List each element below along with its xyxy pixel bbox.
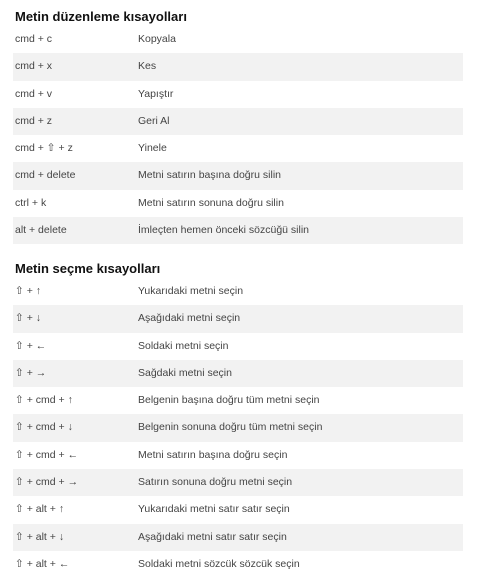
shortcut-description: Yapıştır: [138, 87, 174, 100]
shortcut-key: ⇧ + alt + ←: [15, 557, 70, 570]
shortcut-row: [13, 333, 463, 360]
shortcut-row: [13, 387, 463, 414]
shortcut-description: Yinele: [138, 142, 167, 155]
shortcut-description: Metni satırın sonuna doğru silin: [138, 196, 284, 209]
shortcut-row: [13, 360, 463, 387]
shortcut-key: cmd + delete: [15, 169, 76, 182]
shortcut-description: Satırın sonuna doğru metni seçin: [138, 476, 293, 489]
shortcut-key: ⇧ + ↓: [15, 312, 42, 325]
shortcut-description: Metni satırın başına doğru silin: [138, 169, 281, 182]
shortcut-row: [13, 496, 463, 523]
shortcut-description: Yukarıdaki metni seçin: [138, 285, 244, 297]
shortcut-row: [13, 135, 463, 162]
shortcut-row: [13, 81, 463, 108]
shortcut-description: Belgenin sonuna doğru tüm metni seçin: [138, 421, 323, 434]
shortcut-row: [13, 278, 463, 305]
shortcut-row: [13, 524, 463, 551]
shortcut-key: ⇧ + ↑: [15, 285, 42, 297]
shortcut-description: Yukarıdaki metni satır satır seçin: [138, 503, 290, 516]
shortcut-row: [13, 305, 463, 332]
shortcut-key: ⇧ + ←: [15, 339, 47, 352]
shortcut-key: cmd + ⇧ + z: [15, 142, 73, 155]
shortcut-key: ⇧ + alt + ↑: [15, 503, 65, 516]
shortcut-description: Geri Al: [138, 114, 170, 127]
shortcut-description: Kopyala: [138, 33, 176, 45]
shortcut-description: Aşağıdaki metni seçin: [138, 312, 241, 325]
shortcut-description: Belgenin başına doğru tüm metni seçin: [138, 394, 320, 407]
shortcut-row: [13, 108, 463, 135]
shortcut-row: [13, 469, 463, 496]
shortcut-key: alt + delete: [15, 224, 67, 237]
shortcut-key: cmd + x: [15, 60, 53, 73]
shortcut-key: ⇧ + cmd + ←: [15, 448, 79, 461]
shortcut-key: ⇧ + →: [15, 366, 47, 379]
shortcut-key: ⇧ + cmd + ↓: [15, 421, 73, 434]
shortcut-description: Soldaki metni seçin: [138, 339, 229, 352]
editing-shortcuts-list: [0, 26, 480, 244]
shortcut-key: ⇧ + cmd + →: [15, 476, 79, 489]
shortcut-row: [13, 442, 463, 469]
shortcut-key: ⇧ + alt + ↓: [15, 530, 65, 543]
section-title-selection: Metin seçme kısayolları: [15, 261, 161, 276]
shortcut-row: [13, 217, 463, 244]
shortcut-description: Aşağıdaki metni satır satır seçin: [138, 530, 287, 543]
shortcut-key: cmd + v: [15, 87, 53, 100]
shortcut-key: ⇧ + cmd + ↑: [15, 394, 73, 407]
shortcut-key: ctrl + k: [15, 196, 47, 209]
shortcut-description: Kes: [138, 60, 157, 73]
shortcut-description: Metni satırın başına doğru seçin: [138, 448, 288, 461]
shortcut-row: [13, 190, 463, 217]
shortcut-row: [13, 26, 463, 53]
shortcut-description: İmleçten hemen önceki sözcüğü silin: [138, 224, 310, 237]
shortcut-row: [13, 414, 463, 441]
shortcut-row: [13, 551, 463, 578]
shortcut-row: [13, 162, 463, 189]
shortcut-key: cmd + z: [15, 114, 53, 127]
shortcut-key: cmd + c: [15, 33, 53, 45]
selection-shortcuts-list: [0, 278, 480, 578]
section-title-editing: Metin düzenleme kısayolları: [15, 9, 187, 24]
shortcut-description: Sağdaki metni seçin: [138, 366, 232, 379]
shortcut-row: [13, 53, 463, 80]
shortcut-description: Soldaki metni sözcük sözcük seçin: [138, 557, 300, 570]
